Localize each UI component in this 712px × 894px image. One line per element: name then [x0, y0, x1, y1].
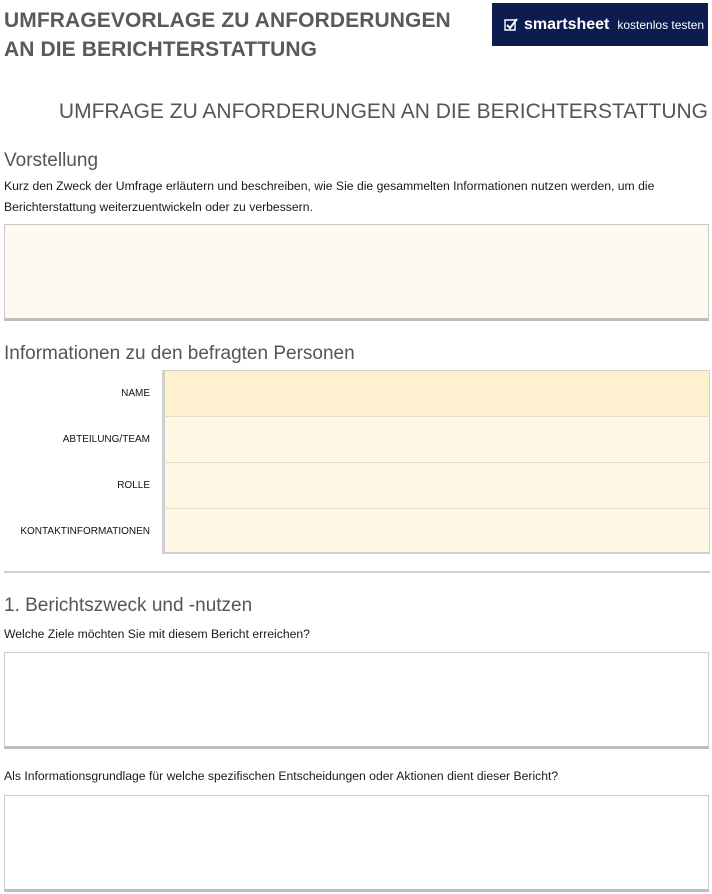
question-1-text: Welche Ziele möchten Sie mit diesem Bericht erreichen? — [4, 627, 310, 641]
section-1-heading: 1. Berichtszweck und -nutzen — [4, 595, 253, 616]
document-title-line-1: UMFRAGEVORLAGE ZU ANFORDERUNGEN — [4, 9, 451, 32]
respondent-row-department — [4, 416, 710, 462]
contact-label: KONTAKTINFORMATIONEN — [20, 525, 150, 537]
question-2-text: Als Informationsgrundlage für welche spezifischen Entscheidungen oder Aktionen dient dieser Bericht? — [4, 769, 559, 783]
intro-answer-box[interactable] — [4, 224, 709, 321]
respondent-row-role — [4, 462, 710, 508]
brand-logo-text: smartsheet — [524, 15, 610, 33]
department-field[interactable] — [162, 416, 710, 462]
contact-field[interactable] — [162, 508, 710, 554]
document-title-line-2: AN DIE BERICHTERSTATTUNG — [4, 38, 318, 61]
question-2-answer-box[interactable] — [4, 795, 709, 892]
section-divider — [4, 571, 710, 573]
intro-text: Kurz den Zweck der Umfrage erläutern und beschreiben, wie Sie die gesammelten Informationen nutzen werden, um die Berichterstattung weiterzuentwickeln oder zu verbessern. — [4, 179, 655, 214]
document-title — [4, 6, 474, 64]
respondent-heading: Informationen zu den befragten Personen — [4, 343, 355, 364]
respondent-info-table — [4, 370, 710, 554]
intro-heading: Vorstellung — [4, 150, 99, 171]
name-field[interactable] — [162, 370, 710, 416]
trial-link-text: kostenlos testen — [617, 17, 705, 32]
role-label: ROLLE — [117, 479, 150, 491]
smartsheet-trial-banner[interactable] — [492, 3, 708, 46]
survey-title: UMFRAGE ZU ANFORDERUNGEN AN DIE BERICHTERSTATTUNG — [58, 100, 708, 123]
respondent-row-contact — [4, 508, 710, 554]
smartsheet-check-icon — [504, 18, 518, 32]
role-field[interactable] — [162, 462, 710, 508]
question-1-answer-box[interactable] — [4, 652, 709, 749]
respondent-row-name — [4, 370, 710, 416]
department-label: ABTEILUNG/TEAM — [62, 433, 150, 445]
name-label: NAME — [121, 387, 150, 399]
